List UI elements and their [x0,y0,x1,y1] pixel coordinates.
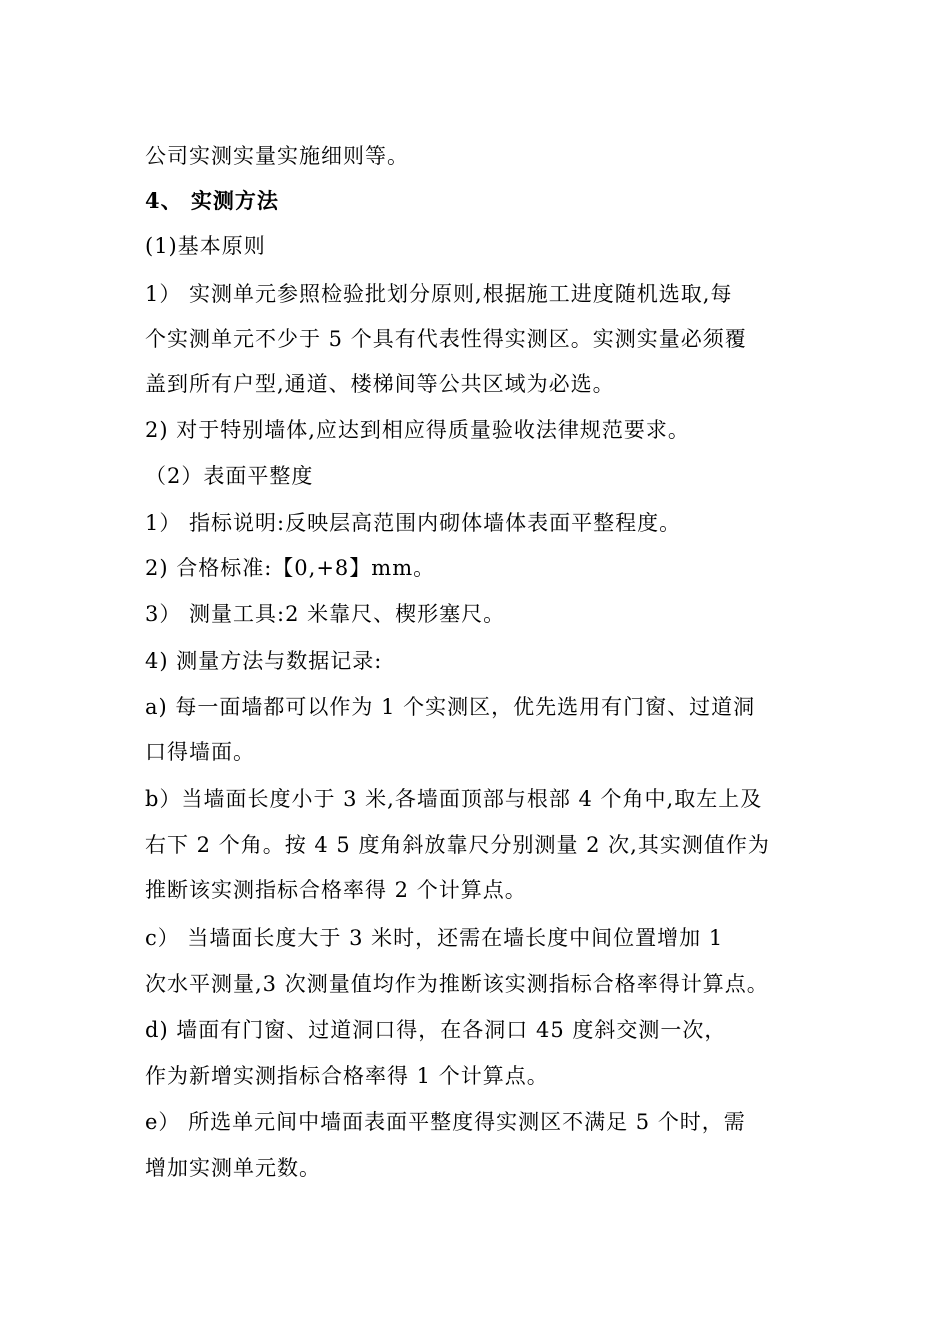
section-heading: 4、 实测方法 [145,188,279,213]
subsection-heading: （2）表面平整度 [145,464,314,488]
paragraph-line: 3） 测量工具:2 米靠尺、楔形塞尺。 [145,602,506,626]
paragraph-line: 个实测单元不少于 5 个具有代表性得实测区。实测实量必须覆 [145,327,747,351]
paragraph-line: 4) 测量方法与数据记录: [145,649,383,673]
paragraph-line: 增加实测单元数。 [145,1156,321,1180]
paragraph-line: e） 所选单元间中墙面表面平整度得实测区不满足 5 个时，需 [145,1110,746,1134]
paragraph-line: 盖到所有户型,通道、楼梯间等公共区域为必选。 [145,372,615,396]
paragraph-line: a) 每一面墙都可以作为 1 个实测区，优先选用有门窗、过道洞 [145,695,756,719]
paragraph-line: 推断该实测指标合格率得 2 个计算点。 [145,878,527,902]
paragraph-line: 2) 合格标准:【0,+8】mm。 [145,556,436,580]
paragraph-line: 2) 对于特别墙体,应达到相应得质量验收法律规范要求。 [145,418,690,442]
paragraph-line: 公司实测实量实施细则等。 [145,144,409,168]
paragraph-line: 1） 指标说明:反映层高范围内砌体墙体表面平整程度。 [145,511,682,535]
paragraph-line: b）当墙面长度小于 3 米,各墙面顶部与根部 4 个角中,取左上及 [145,787,763,811]
paragraph-line: 1） 实测单元参照检验批划分原则,根据施工进度随机选取,每 [145,282,733,306]
paragraph-line: d) 墙面有门窗、过道洞口得，在各洞口 45 度斜交测一次， [145,1018,727,1042]
paragraph-line: c） 当墙面长度大于 3 米时，还需在墙长度中间位置增加 1 [145,926,724,950]
paragraph-line: 右下 2 个角。按 4 5 度角斜放靠尺分别测量 2 次,其实测值作为 [145,833,770,857]
subsection-heading: (1)基本原则 [145,234,266,258]
paragraph-line: 次水平测量,3 次测量值均作为推断该实测指标合格率得计算点。 [145,972,769,996]
paragraph-line: 作为新增实测指标合格率得 1 个计算点。 [145,1064,549,1088]
paragraph-line: 口得墙面。 [145,740,255,764]
